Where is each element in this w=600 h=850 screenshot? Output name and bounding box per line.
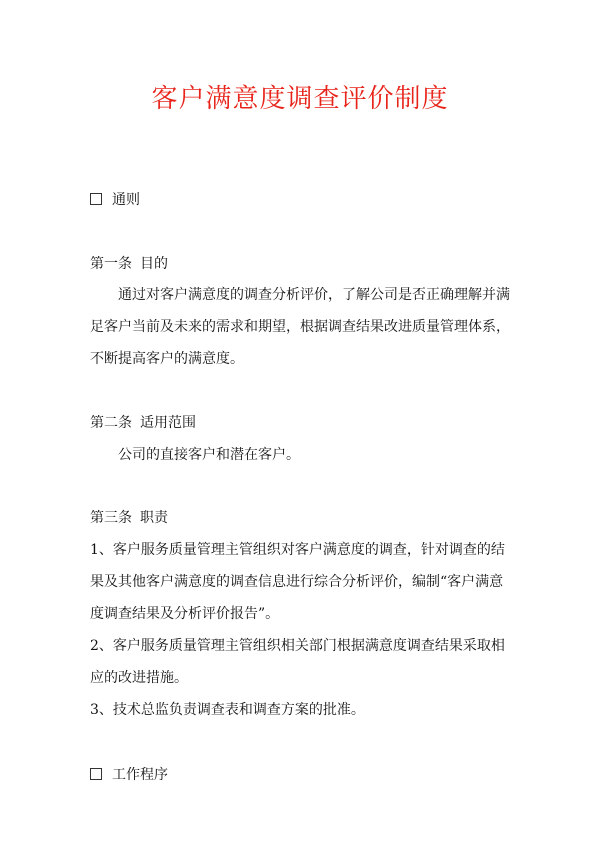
checkbox-square-icon	[90, 768, 102, 780]
section-heading-text: 通则	[112, 192, 140, 208]
article-heading-duties	[90, 508, 168, 528]
section-heading-general	[90, 190, 140, 210]
article-name: 目的	[140, 256, 168, 272]
article-label: 第二条	[90, 415, 132, 431]
paragraph-line: 果及其他客户满意度的调查信息进行综合分析评价，编制“客户满意	[90, 574, 504, 590]
article-name: 职责	[140, 510, 168, 526]
paragraph-line: 足客户当前及未来的需求和期望，根据调查结果改进质量管理体系，	[90, 319, 510, 335]
paragraph-line: 1、客户服务质量管理主管组织对客户满意度的调查，针对调查的结	[90, 542, 505, 558]
section-heading-procedure	[90, 765, 168, 785]
checkbox-square-icon	[90, 193, 102, 205]
section-heading-text: 工作程序	[112, 767, 168, 783]
paragraph-line: 3、技术总监负责调查表和调查方案的批准。	[90, 702, 365, 718]
paragraph-line: 应的改进措施。	[90, 670, 188, 686]
article-label: 第一条	[90, 256, 132, 272]
paragraph-line: 通过对客户满意度的调查分析评价，了解公司是否正确理解并满	[118, 287, 510, 303]
article-heading-purpose	[90, 254, 168, 274]
article-heading-scope	[90, 413, 196, 433]
paragraph-line: 2、客户服务质量管理主管组织相关部门根据满意度调查结果采取相	[90, 638, 505, 654]
article-label: 第三条	[90, 510, 132, 526]
paragraph-line: 公司的直接客户和潜在客户。	[118, 447, 300, 463]
document-title: 客户满意度调查评价制度	[151, 84, 449, 114]
paragraph-line: 度调查结果及分析评价报告”。	[90, 606, 280, 622]
paragraph-line: 不断提高客户的满意度。	[90, 351, 244, 367]
article-name: 适用范围	[140, 415, 196, 431]
